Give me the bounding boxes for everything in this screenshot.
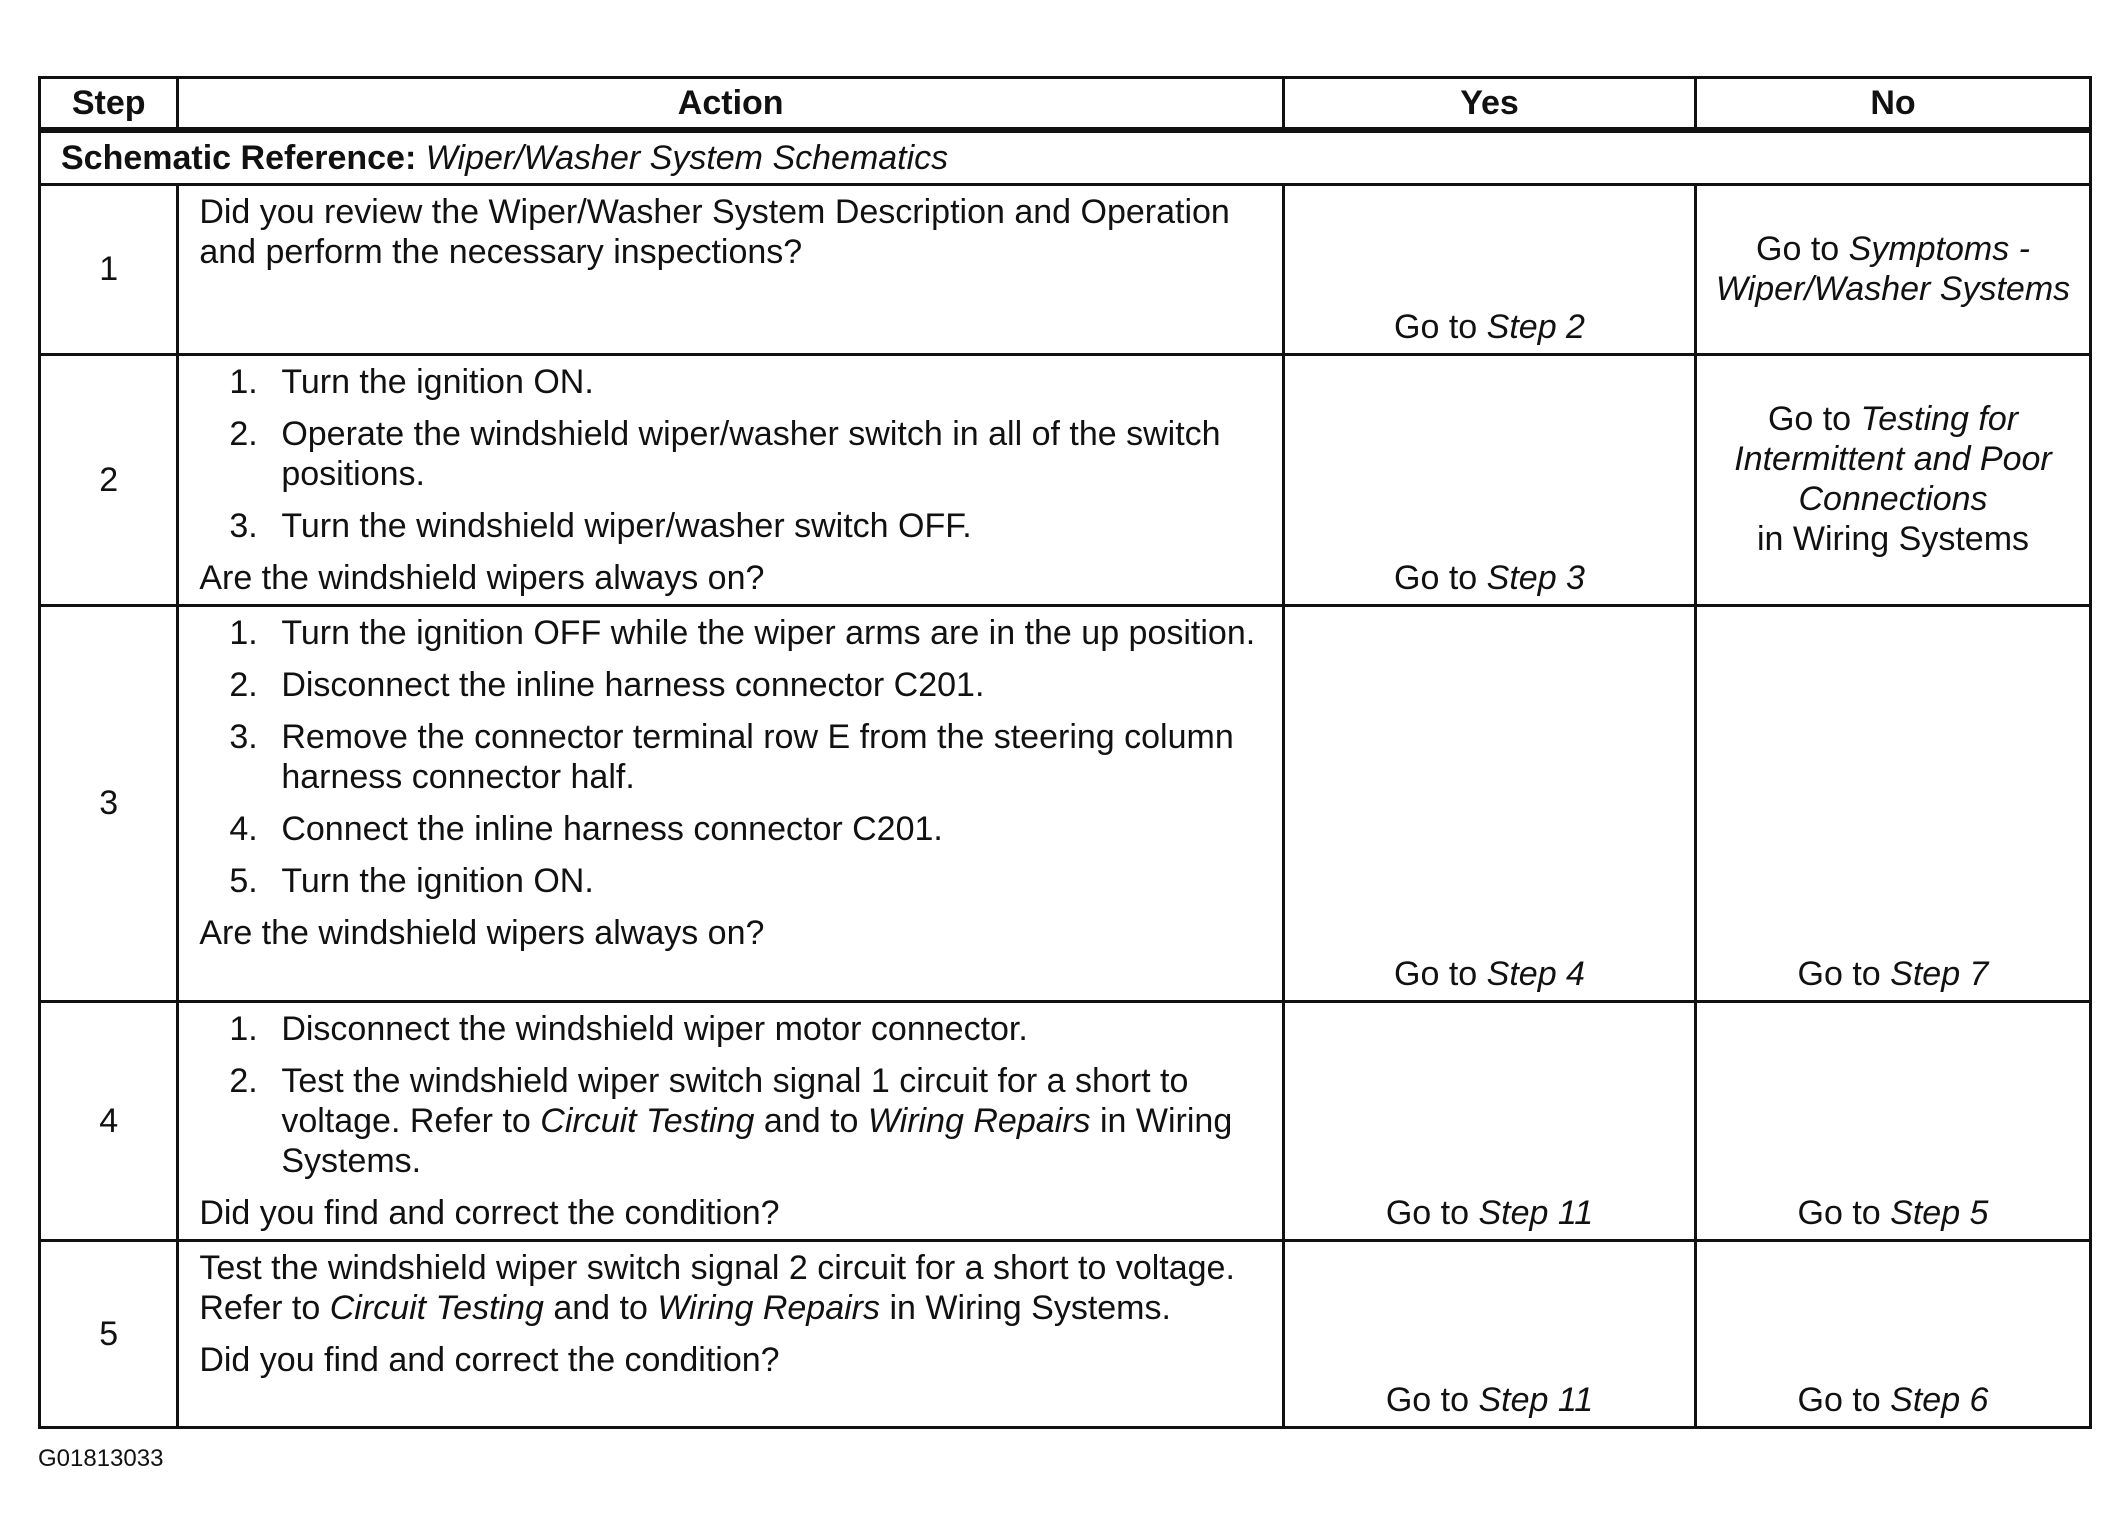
yes-cell xyxy=(1284,606,1696,1002)
action-question: Are the windshield wipers always on? xyxy=(199,914,765,952)
yes-cell xyxy=(1284,1241,1696,1428)
no-prefix: Go to xyxy=(1797,1194,1881,1232)
yes-cell xyxy=(1284,185,1696,355)
diagnostic-table xyxy=(38,76,2092,1429)
no-link[interactable]: Step 5 xyxy=(1890,1194,1989,1232)
no-link[interactable]: Step 7 xyxy=(1890,955,1989,993)
action-list xyxy=(199,1009,1268,1181)
schematic-reference-row xyxy=(40,130,2091,185)
table-row xyxy=(40,1241,2091,1428)
header-no: No xyxy=(1696,78,2091,131)
schematic-reference-cell xyxy=(40,130,2091,185)
action-question: Did you find and correct the condition? xyxy=(199,1194,780,1232)
step-number: 2 xyxy=(40,355,178,606)
no-cell xyxy=(1696,1002,2091,1241)
diagnostic-table-container xyxy=(38,76,2092,1429)
yes-link[interactable]: Step 3 xyxy=(1486,559,1585,597)
no-prefix: Go to xyxy=(1767,400,1852,438)
yes-prefix: Go to xyxy=(1394,308,1478,346)
no-link[interactable]: Step 6 xyxy=(1890,1381,1989,1419)
wiring-repairs-link[interactable]: Wiring Repairs xyxy=(867,1102,1091,1140)
yes-prefix: Go to xyxy=(1394,559,1478,597)
list-item: 3. Remove the connector terminal row E from the steering column harness connector half. xyxy=(229,718,1234,796)
no-prefix: Go to xyxy=(1756,229,1840,268)
no-prefix: Go to xyxy=(1797,955,1881,993)
no-cell xyxy=(1696,355,2091,606)
action-cell xyxy=(178,185,1284,355)
list-item: 1. Turn the ignition OFF while the wiper arms are in the up position. xyxy=(229,614,1256,652)
table-row xyxy=(40,1002,2091,1241)
step-number: 4 xyxy=(40,1002,178,1241)
yes-link[interactable]: Step 11 xyxy=(1478,1381,1594,1419)
step-number: 3 xyxy=(40,606,178,1002)
no-prefix: Go to xyxy=(1797,1381,1881,1419)
list-item: 2. Test the windshield wiper switch signal 1 circuit for a short to voltage. Refer to Circuit Testing and to Wiring Repairs in Wiring Systems. xyxy=(229,1062,1233,1180)
yes-link[interactable]: Step 11 xyxy=(1478,1194,1594,1232)
list-item: 3. Turn the windshield wiper/washer switch OFF. xyxy=(229,507,972,545)
list-item: 2. Disconnect the inline harness connector C201. xyxy=(229,666,985,704)
circuit-testing-link[interactable]: Circuit Testing xyxy=(329,1289,544,1327)
header-step: Step xyxy=(40,78,178,131)
action-cell xyxy=(178,606,1284,1002)
list-item: 1. Disconnect the windshield wiper motor connector. xyxy=(229,1010,1028,1048)
wiring-repairs-link[interactable]: Wiring Repairs xyxy=(657,1289,880,1327)
action-cell xyxy=(178,1002,1284,1241)
no-suffix: in Wiring Systems xyxy=(1756,520,2030,558)
yes-prefix: Go to xyxy=(1385,1381,1470,1419)
step-number: 1 xyxy=(40,185,178,355)
action-question: Did you find and correct the condition? xyxy=(199,1341,780,1379)
figure-id: G01813033 xyxy=(38,1445,164,1472)
no-cell xyxy=(1696,1241,2091,1428)
action-list xyxy=(199,613,1268,901)
table-row xyxy=(40,185,2091,355)
yes-cell xyxy=(1284,1002,1696,1241)
table-row xyxy=(40,355,2091,606)
action-question: Are the windshield wipers always on? xyxy=(199,559,765,597)
yes-cell xyxy=(1284,355,1696,606)
action-list xyxy=(199,362,1268,546)
yes-prefix: Go to xyxy=(1394,955,1478,993)
list-item: 5. Turn the ignition ON. xyxy=(229,862,594,900)
table-row xyxy=(40,606,2091,1002)
header-row xyxy=(40,78,2091,131)
yes-link[interactable]: Step 4 xyxy=(1486,955,1585,993)
action-cell xyxy=(178,1241,1284,1428)
no-link[interactable]: Symptoms - Wiper/Washer Systems xyxy=(1715,229,2071,308)
header-action: Action xyxy=(178,78,1284,131)
schematic-reference-label: Schematic Reference: xyxy=(61,138,417,177)
action-cell xyxy=(178,355,1284,606)
yes-prefix: Go to xyxy=(1385,1194,1470,1232)
list-item: 4. Connect the inline harness connector C201. xyxy=(229,810,943,848)
list-item: 1. Turn the ignition ON. xyxy=(229,363,594,401)
list-item: 2. Operate the windshield wiper/washer switch in all of the switch positions. xyxy=(229,415,1221,493)
action-text: Did you review the Wiper/Washer System Description and Operation and perform the necessary inspections? xyxy=(199,193,1230,271)
no-cell xyxy=(1696,185,2091,355)
header-yes: Yes xyxy=(1284,78,1696,131)
schematic-reference-link[interactable]: Wiper/Washer System Schematics xyxy=(425,138,949,177)
step-number: 5 xyxy=(40,1241,178,1428)
yes-link[interactable]: Step 2 xyxy=(1486,308,1585,346)
action-text: Test the windshield wiper switch signal 2 circuit for a short to voltage. Refer to Circuit Testing and to Wiring Repairs in Wiring Systems. xyxy=(199,1249,1235,1327)
no-link[interactable]: Testing for Intermittent and Poor Connections xyxy=(1734,400,2052,518)
no-cell xyxy=(1696,606,2091,1002)
circuit-testing-link[interactable]: Circuit Testing xyxy=(540,1102,755,1140)
